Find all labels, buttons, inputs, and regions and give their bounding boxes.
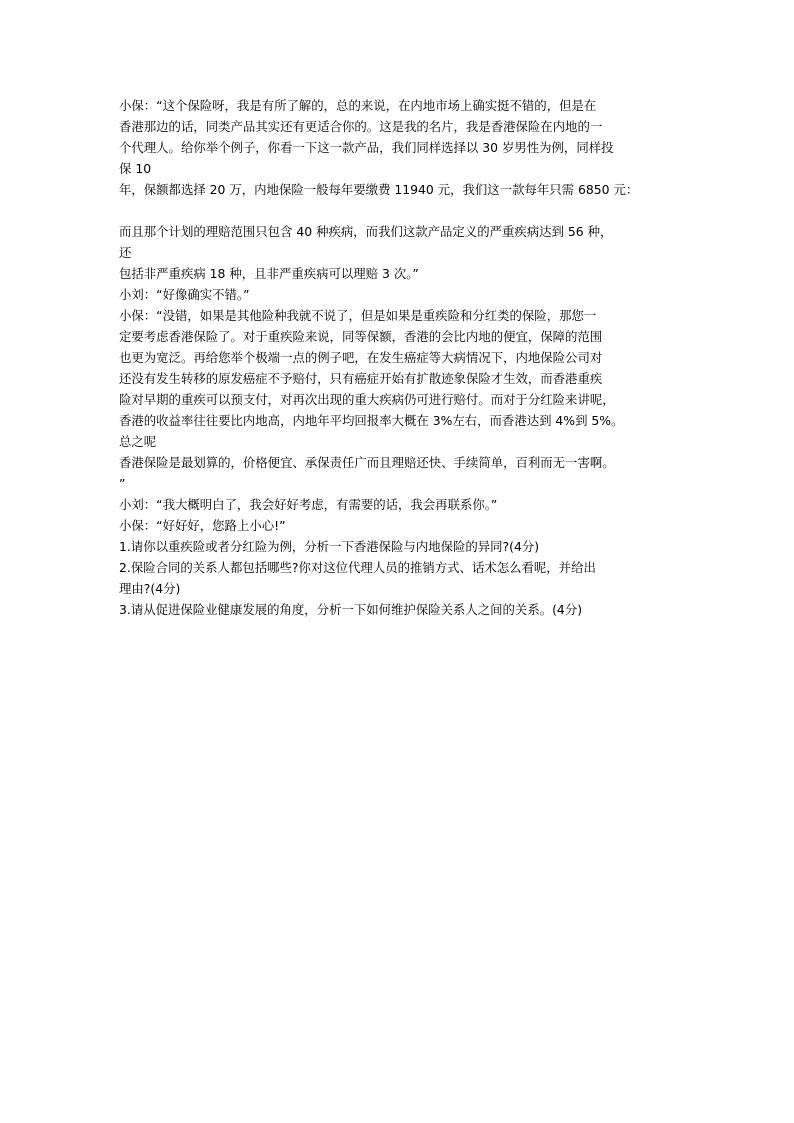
paragraph-line: 小保：“这个保险呀，我是有所了解的，总的来说，在内地市场上确实挺不错的，但是在: [119, 98, 597, 113]
paragraph-line: 小保：“好好好，您路上小心!”: [119, 518, 286, 533]
paragraph-line: 包括非严重疾病 18 种，且非严重疾病可以理赔 3 次。”: [119, 266, 419, 281]
paragraph-line: 香港的收益率往往要比内地高，内地年平均回报率大概在 3%左右，而香港达到 4%到 5%。: [119, 413, 624, 428]
document-body: [119, 95, 679, 620]
paragraph-line: 小保：“没错，如果是其他险种我就不说了，但是如果是重疾险和分红类的保险，那您一: [119, 308, 597, 323]
paragraph-line: 总之呢: [119, 434, 157, 449]
paragraph-line: 年，保额都选择 20 万，内地保险一般每年要缴费 11940 元，我们这一款每年只需 6850 元：: [119, 182, 639, 197]
paragraph-line: 险对早期的重疾可以预支付，对再次出现的重大疾病仍可进行赔付。而对于分红险来讲呢，: [119, 392, 615, 407]
paragraph-line: 香港那边的话，同类产品其实还有更适合你的。这是我的名片，我是香港保险在内地的一: [119, 119, 603, 134]
question-line: 理由?(4分): [119, 581, 181, 596]
paragraph-line: 保 10: [119, 161, 152, 176]
paragraph-line: 个代理人。给你举个例子，你看一下这一款产品，我们同样选择以 30 岁男性为例，同样投: [119, 140, 614, 155]
paragraph-line: 而且那个计划的理赔范围只包含 40 种疾病，而我们这款产品定义的严重疾病达到 56 种，: [119, 224, 613, 239]
blank-line: [119, 200, 679, 221]
paragraph-line: 香港保险是最划算的，价格便宜、承保责任广而且理赔还快、手续简单，百利而无一害啊。: [119, 455, 615, 470]
paragraph-line: 小刘：“我大概明白了，我会好好考虑，有需要的话，我会再联系你。”: [119, 497, 498, 512]
question-line: 3.请从促进保险业健康发展的角度，分析一下如何维护保险关系人之间的关系。(4分): [119, 602, 583, 617]
paragraph-line: 还没有发生转移的原发癌症不予赔付，只有癌症开始有扩散迹象保险才生效，而香港重疾: [119, 371, 603, 386]
paragraph-line: 还: [119, 245, 132, 260]
question-line: 1.请你以重疾险或者分红险为例，分析一下香港保险与内地保险的异同?(4分): [119, 539, 540, 554]
paragraph-line: 也更为宽泛。再给您举个极端一点的例子吧，在发生癌症等大病情况下，内地保险公司对: [119, 350, 603, 365]
paragraph-line: 小刘：“好像确实不错。”: [119, 287, 250, 302]
paragraph-line: ”: [119, 476, 126, 491]
question-line: 2.保险合同的关系人都包括哪些?你对这位代理人员的推销方式、话术怎么看呢，并给出: [119, 560, 596, 575]
paragraph-line: 定要考虑香港保险了。对于重疾险来说，同等保额，香港的会比内地的便宜，保障的范围: [119, 329, 603, 344]
